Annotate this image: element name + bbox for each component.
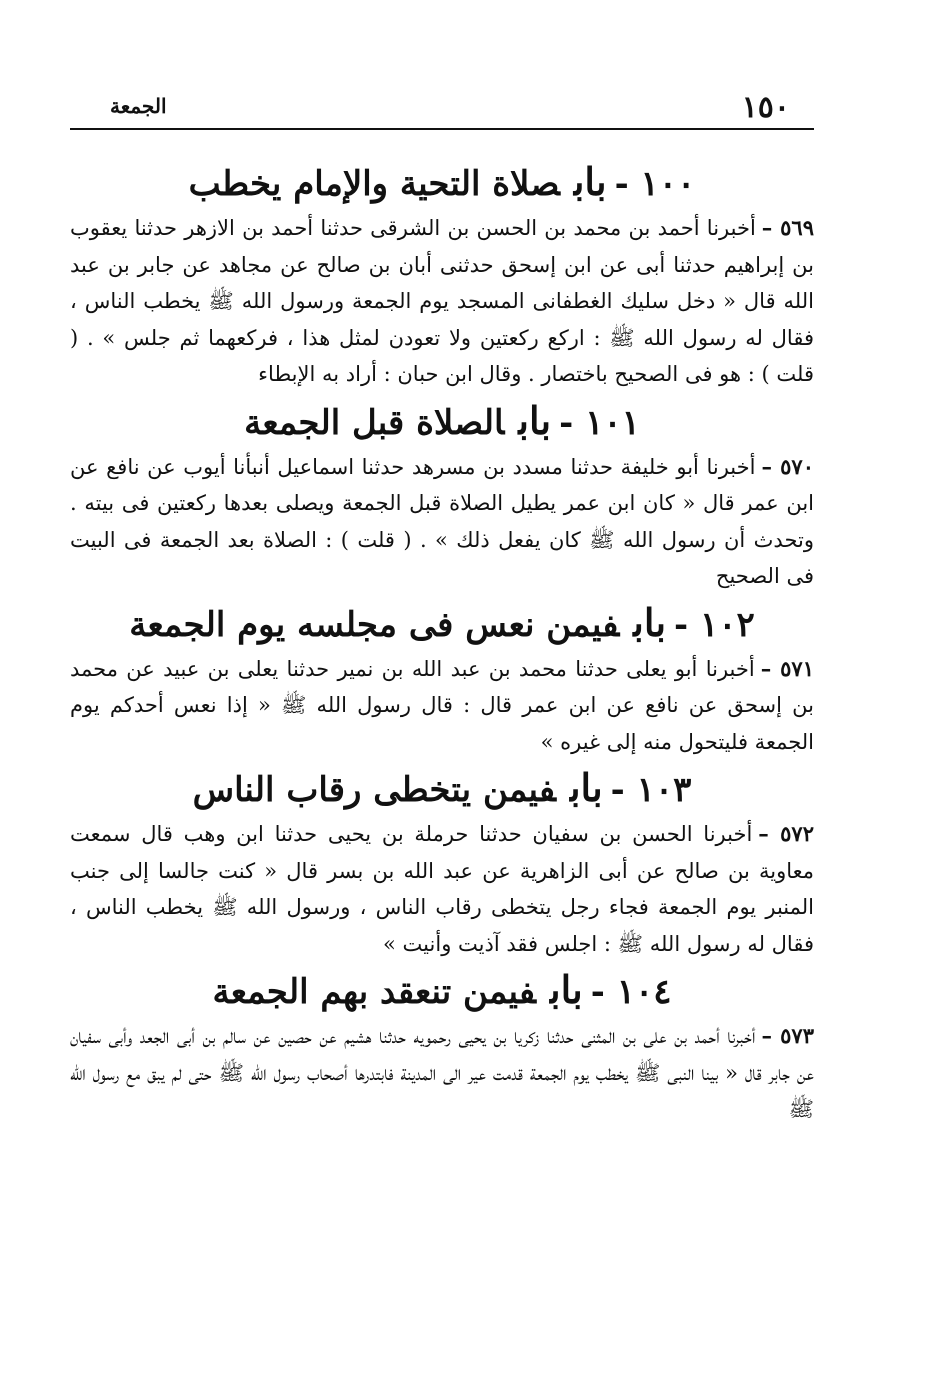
hadith-number: ٥٧٢ – (758, 821, 814, 846)
hadith-number: ٥٦٩ – (761, 215, 814, 240)
section-bab: باب (569, 765, 603, 810)
hadith-text: أخبرنا الحسن بن سفيان حدثنا حرملة بن يحيى حدثنا ابن وهب قال سمعت معاوية بن صالح عن أبى الزاهرية عن عبد الله بن بسر قال « كنت جالسا إلى جنب المنبر يوم الجمعة فجاء رجل يتخطى رقاب الناس ، ورسول الله ﷺ يخطب الناس ، فقال له رسول الله ﷺ : اجلس فقد آذيت وأنيت » (70, 822, 814, 956)
section-heading (70, 393, 814, 449)
hadith-number: ٥٧٠ – (761, 453, 814, 479)
section-title: الصلاة قبل الجمعة (244, 402, 505, 443)
hadith-paragraph (70, 651, 814, 761)
section-bab: باب (633, 599, 667, 645)
section-title: فيمن نعس فى مجلسه يوم الجمعة (129, 604, 620, 645)
hadith-text: أخبرنا أحمد بن محمد بن الحسن بن الشرقى حدثنا أحمد بن الازهر حدثنا يعقوب بن إبراهيم حدثنا أبى عن ابن إسحق حدثنى أبان بن صالح عن مجاهد عن جابر بن عبد الله قال « دخل سليك الغطفانى المسجد يوم الجمعة ورسول الله ﷺ يخطب الناس ، فقال له رسول الله ﷺ : اركع ركعتين ولا تعودن لمثل هذا ، فركعهما ثم جلس » . ( قلت ) : هو فى الصحيح باختصار . وقال ابن حبان : أراد به الإبطاء (70, 216, 814, 386)
section-103 (70, 760, 814, 962)
section-102 (70, 595, 814, 761)
section-number: ١٠١ - (559, 402, 640, 443)
hadith-paragraph (70, 449, 814, 595)
section-heading (70, 962, 814, 1018)
section-number: ١٠٢ - (674, 604, 755, 645)
section-bab: باب (518, 397, 552, 443)
hadith-text: أخبرنا أبو يعلى حدثنا محمد بن عبد الله بن نمير حدثنا يعلى بن عبيد عن محمد بن إسحق عن نافع عن ابن عمر قال : قال رسول الله ﷺ « إذا نعس أحدكم يوم الجمعة فليتحول منه إلى غيره » (70, 656, 814, 754)
hadith-paragraph (70, 816, 814, 962)
section-100 (70, 154, 814, 393)
section-heading (70, 760, 814, 816)
page-number: ١٥٠ (741, 90, 790, 125)
section-number: ١٠٤ - (590, 972, 672, 1012)
hadith-text: أخبرنا أبو خليفة حدثنا مسدد بن مسرهد حدثنا اسماعيل أنبأنا أيوب عن نافع عن ابن عمر قال « كان ابن عمر يطيل الصلاة قبل الجمعة ويصلى بعدها ركعتين فى بيته . وتحدث أن رسول الله ﷺ كان يفعل ذلك » . ( قلت ) : الصلاة بعد الجمعة فى البيت فى الصحيح (70, 454, 814, 588)
section-bab: باب (573, 159, 607, 204)
section-heading (70, 154, 814, 210)
page-header (70, 88, 814, 130)
hadith-number: ٥٧١ – (760, 655, 814, 681)
hadith-paragraph (70, 210, 814, 393)
hadith-number: ٥٧٣ – (761, 1023, 814, 1048)
section-heading (70, 595, 814, 651)
hadith-paragraph (70, 1018, 814, 1128)
section-number: ١٠٠ - (614, 164, 696, 204)
header-rule (70, 128, 814, 130)
section-bab: باب (550, 967, 583, 1012)
section-title: فيمن تنعقد بهم الجمعة (212, 972, 536, 1012)
section-101 (70, 393, 814, 595)
page-content (70, 150, 814, 1128)
section-title: صلاة التحية والإمام يخطب (188, 164, 560, 204)
section-104 (70, 962, 814, 1128)
running-title: الجمعة (110, 94, 167, 118)
hadith-text: أخبرنا أحمد بن على بن المثنى حدثنا زكريا بن يحيى رحمويه حدثنا هشيم عن حصين عن سالم بن أبى الجعد وأبى سفيان عن جابر قال « بينا النبى ﷺ يخطب يوم الجمعة قدمت عير الى المدينة فابتدرها أصحاب رسول الله ﷺ حتى لم يبق مع رسول الله ﷺ (70, 1024, 814, 1121)
section-title: فيمن يتخطى رقاب الناس (192, 770, 556, 810)
section-number: ١٠٣ - (610, 770, 692, 810)
